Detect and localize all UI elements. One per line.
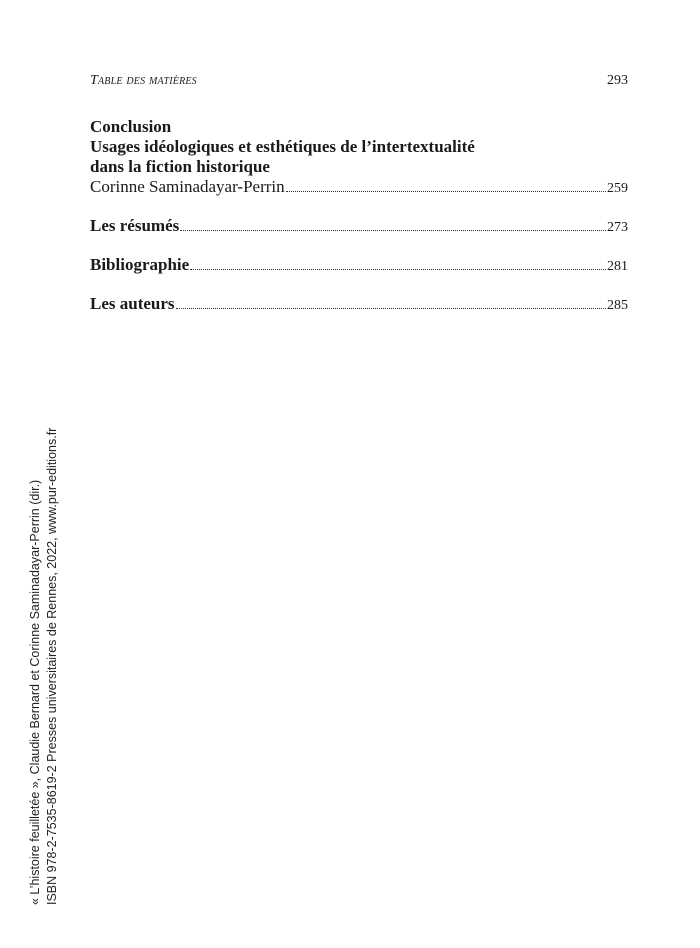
entry-page: 259 [607,181,628,196]
toc-entry-bibliographie[interactable] [90,255,628,277]
toc-entry-resumes[interactable] [90,216,628,238]
dot-leader [176,308,606,309]
entry-title: Bibliographie [90,255,190,274]
side-note-line2: ISBN 978-2-7535-8619-2 Presses universitaires de Rennes, 2022, www.pur-editions.fr [45,427,59,905]
side-copyright-note [27,425,61,905]
entry-section: Conclusion [90,117,172,136]
side-note-line1: « L’histoire feuilletée », Claudie Bernard et Corinne Saminadayar-Perrin (dir.) [28,479,42,905]
dot-leader [190,269,606,270]
entry-page: 285 [607,298,628,313]
running-title: Table des matières [90,73,197,88]
entry-title: Les auteurs [90,294,175,313]
entry-title-line2: dans la fiction historique [90,157,270,176]
toc-entry-conclusion[interactable] [90,117,628,199]
entry-page: 273 [607,220,628,235]
dot-leader [286,191,606,192]
page-number: 293 [607,73,628,88]
dot-leader [180,230,606,231]
entry-title-line1: Usages idéologiques et esthétiques de l’intertextualité [90,137,475,156]
toc-entry-auteurs[interactable] [90,294,628,316]
entry-page: 281 [607,259,628,274]
running-header [90,73,628,89]
entry-title: Les résumés [90,216,180,235]
entry-author: Corinne Saminadayar-Perrin [90,177,285,196]
